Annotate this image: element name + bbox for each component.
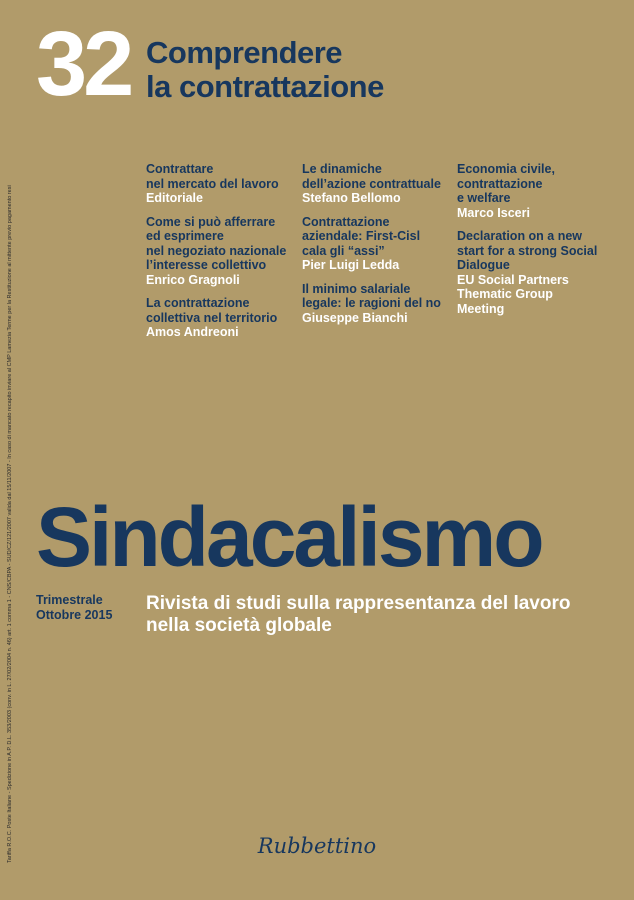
toc-item [146, 215, 306, 288]
toc-title-line: start for a strong Social [457, 243, 598, 258]
toc-item [457, 229, 627, 316]
toc-item [302, 162, 462, 206]
toc-title-line: Come si può afferrare [146, 214, 276, 229]
toc-title-line: Contrattare [146, 162, 214, 176]
toc-title-line: nel negoziato nazionale [146, 243, 287, 258]
subtitle-line: Rivista di studi sulla rappresentanza del lavoro [146, 593, 571, 614]
toc-title-line: dell’azione contrattuale [302, 176, 441, 191]
subtitle [146, 593, 570, 637]
toc-title-line: Declaration on a new [457, 229, 583, 243]
toc-author: Amos Andreoni [146, 325, 239, 339]
toc-item [146, 162, 306, 206]
masthead: Sindacalismo [36, 490, 542, 584]
periodicity-line: Trimestrale [36, 593, 103, 607]
publisher-name: Rubbettino [257, 834, 377, 858]
issue-title-line: Comprendere [146, 35, 343, 70]
toc-item [302, 282, 462, 326]
toc-title-line: ed esprimere [146, 229, 224, 243]
toc-title-line: contrattazione [457, 176, 543, 191]
toc-column-1 [146, 162, 306, 349]
toc-title-line: collettiva nel territorio [146, 310, 278, 325]
toc-title-line: Le dinamiche [302, 162, 382, 176]
toc-title-line: l’interesse collettivo [146, 258, 267, 272]
toc-title-line: Il minimo salariale [302, 281, 411, 296]
toc-author: Marco Isceri [457, 205, 530, 220]
toc-column-3 [457, 162, 627, 325]
issue-title [146, 36, 384, 104]
toc-title-line: Economia civile, [457, 162, 555, 176]
toc-author: Giuseppe Bianchi [302, 310, 408, 325]
periodicity [36, 593, 112, 622]
toc-title-line: aziendale: First-Cisl [302, 229, 421, 243]
toc-title-line: cala gli “assi” [302, 243, 385, 258]
toc-item [302, 215, 462, 273]
toc-title-line: e welfare [457, 191, 511, 205]
toc-column-2 [302, 162, 462, 334]
toc-title-line: Dialogue [457, 258, 510, 272]
toc-author-line: EU Social Partners [457, 272, 569, 287]
issue-title-line: la contrattazione [146, 69, 384, 104]
toc-author: Pier Luigi Ledda [302, 258, 400, 272]
toc-author-line: Thematic Group [457, 287, 553, 301]
toc-title-line: Contrattazione [302, 214, 390, 229]
toc-title-line: nel mercato del lavoro [146, 176, 279, 191]
toc-author: Enrico Gragnoli [146, 272, 240, 287]
toc-title-line: La contrattazione [146, 296, 250, 310]
toc-item [457, 162, 627, 220]
issue-date: Ottobre 2015 [36, 607, 113, 622]
postal-notice: Tariffa R.O.C. Poste Italiane - Spedizione in A.P. D.L. 353/2003 (conv. in L. 27/02/2004 n. 46) art. 1 comma 1 - CNS/CBPA - SUD/CZ/121/2007 valida dal 15/11/2007 - In caso di mancato recapito inviare al CMP Lamezia Terme per la Restituzione al mittente previo pagamento resi [7, 185, 13, 863]
toc-item [146, 296, 306, 340]
toc-author-line: Meeting [457, 301, 505, 316]
subtitle-line: nella società globale [146, 615, 332, 636]
toc-author: Stefano Bellomo [302, 191, 401, 205]
issue-number: 32 [36, 13, 131, 115]
toc-author: Editoriale [146, 191, 203, 205]
toc-title-line: legale: le ragioni del no [302, 296, 441, 310]
